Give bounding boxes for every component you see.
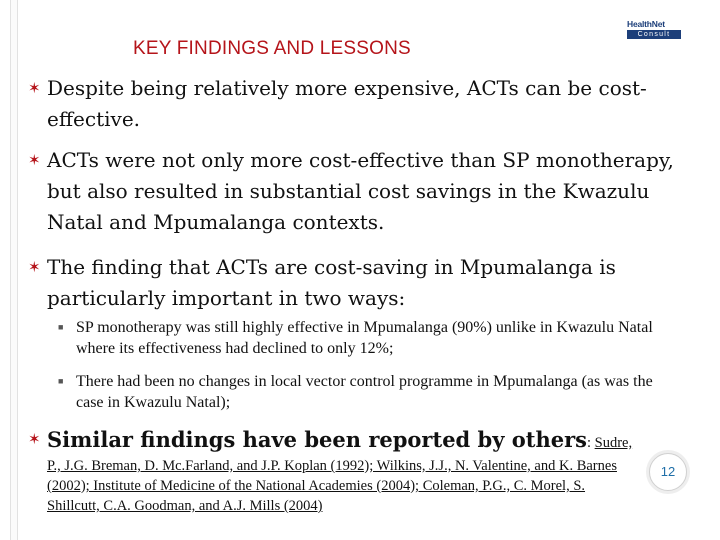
citation-link[interactable]: Sudre, bbox=[594, 435, 633, 451]
bullet-item bbox=[28, 252, 678, 314]
sub-bullet-item bbox=[58, 371, 678, 413]
bullet-item bbox=[28, 145, 678, 238]
square-icon: ■ bbox=[58, 322, 64, 332]
citation-references[interactable]: P., J.G. Breman, D. Mc.Farland, and J.P. Koplan (1992); Wilkins, J.J., N. Valentine, and K. Barnes (2002); Institute of Medicine of the National Academies (2004); Coleman, P.G., C. Morel, S. Shillcutt, C.A. Goodman, and A.J. Mills (2004) bbox=[47, 458, 617, 514]
bullet-text: Despite being relatively more expensive, ACTs can be cost-effective. bbox=[47, 76, 647, 131]
bullet-colon: : bbox=[586, 435, 595, 451]
star-icon: ✶ bbox=[28, 151, 41, 169]
star-icon: ✶ bbox=[28, 258, 41, 276]
left-margin-rule bbox=[10, 0, 18, 540]
bullet-lead-text: Similar findings have been reported by others bbox=[47, 427, 587, 452]
bullet-item-citations bbox=[28, 424, 678, 516]
star-icon: ✶ bbox=[28, 430, 41, 448]
logo-brand-text: HealthNet bbox=[627, 19, 665, 29]
sub-bullet-text: There had been no changes in local vector control programme in Mpumalanga (as was the case in Kwazulu Natal); bbox=[76, 373, 653, 411]
bullet-text: The finding that ACTs are cost-saving in Mpumalanga is particularly important in two ways: bbox=[47, 255, 616, 310]
bullet-lead-line bbox=[28, 424, 678, 456]
bullet-item bbox=[28, 73, 678, 135]
logo-sub-text: Consult bbox=[627, 30, 681, 39]
star-icon: ✶ bbox=[28, 79, 41, 97]
sub-bullet-text: SP monotherapy was still highly effective in Mpumalanga (90%) unlike in Kwazulu Natal where its effectiveness had declined to only 12%; bbox=[76, 319, 653, 357]
healthnet-consult-logo bbox=[627, 20, 681, 40]
slide-title: KEY FINDINGS AND LESSONS bbox=[133, 38, 411, 59]
square-icon: ■ bbox=[58, 376, 64, 386]
sub-bullet-item bbox=[58, 317, 678, 359]
bullet-text: ACTs were not only more cost-effective than SP monotherapy, but also resulted in substantial cost savings in the Kwazulu Natal and Mpumalanga contexts. bbox=[47, 148, 674, 234]
page-number-badge: 12 bbox=[649, 453, 687, 491]
